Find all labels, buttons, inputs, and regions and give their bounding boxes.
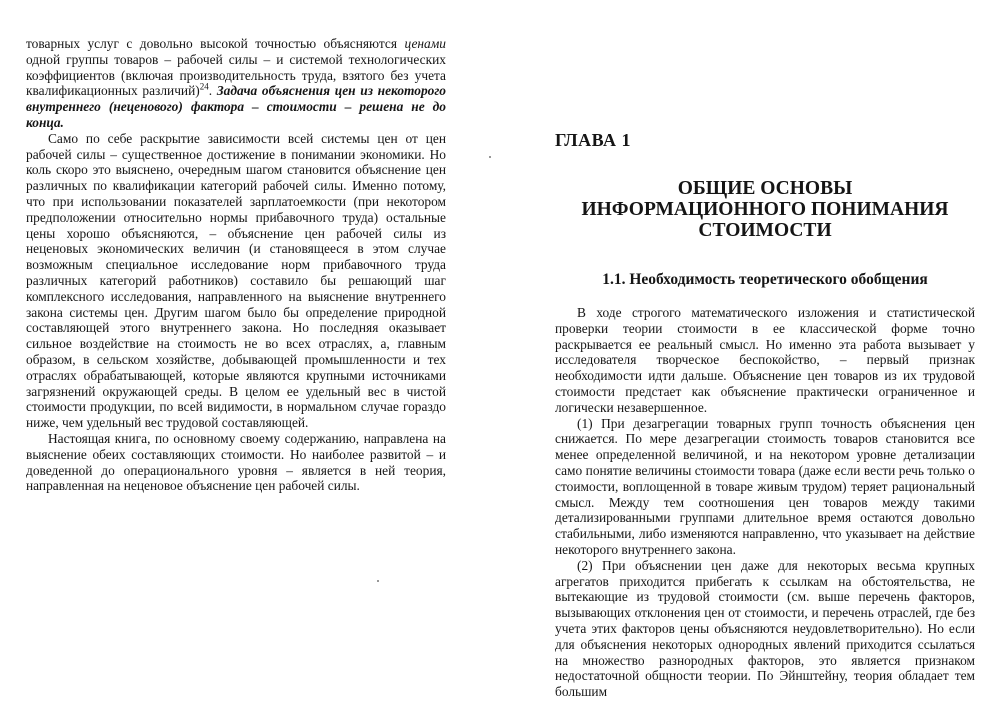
scan-speck bbox=[489, 156, 491, 158]
chapter-label: ГЛАВА 1 bbox=[555, 130, 632, 150]
chapter-title bbox=[555, 178, 975, 241]
right-paragraph-1: В ходе строгого математического изложения и статистической проверки теории стоимости в ее классической форме точно раскрывается ее реальный смысл. Но именно эта работа вызывает у исследователя творческое беспокойство, – первый признак необходимости идти дальше. Объяснение цен товаров из их трудовой стоимости предстает как объяснение практически ограниченное и логически незавершенное. bbox=[555, 305, 975, 415]
left-paragraph-2: Само по себе раскрытие зависимости всей системы цен от цен рабочей силы – существенное достижение в понимании экономики. Но коль скоро это выяснено, очередным шагом становится объяснение цен различных по квалификации категорий рабочей силы. Именно потому, что при использовании показателей зарплатоемкости (при некотором предположении относительно нормы прибавочного труда) остальные цены хорошо объясняются, – объяснение цен рабочей силы из неценовых экономических величин (и становящееся в этом случае возможным специальное исследование норм прибавочного труда различных категорий работников) составило бы решающий шаг комплексного исследования, направленного на выяснение внутреннего закона системы цен. Другим шагом было бы определение природной составляющей этого внутреннего закона. Но последняя оказывает сильное воздействие на стоимость не во всех отраслях, а, главным образом, в сельском хозяйстве, добывающей промышленности и тех отраслях обрабатывающей, которые являются крупными источниками загрязнений окружающей среды. В целом ее удельный вес в чистой стоимости продукции, по всей видимости, в нормальном случае гораздо ниже, чем удельный вес трудовой составляющей. bbox=[26, 130, 446, 431]
section-title: 1.1. Необходимость теоретического обобщения bbox=[602, 271, 928, 288]
right-paragraph-3: (2) При объяснении цен даже для некоторых весьма крупных агрегатов приходится прибегать к ссылкам на обстоятельства, не вытекающие из трудовой стоимости (см. выше перечень факторов, вызывающих отклонения цен от стоимости, и перечень отраслей, где без учета этих факторов цены объясняются неудовлетворительно). Но если для объяснения некоторых однородных явлений приходится ссылаться на множество разнородных факторов, это является признаком недостаточной общности теории. По Эйнштейну, теория обладает тем большим bbox=[555, 557, 975, 700]
footnote-ref: 24 bbox=[199, 81, 209, 92]
left-page bbox=[26, 36, 446, 494]
chapter-title-line: ОБЩИЕ ОСНОВЫ bbox=[677, 178, 853, 199]
right-page bbox=[555, 130, 975, 700]
scan-speck bbox=[377, 580, 379, 582]
left-paragraph-3: Настоящая книга, по основному своему содержанию, направлена на выяснение обеих составляющих стоимости. Но наиболее развитой – и доведенной до операционального уровня – является в ней теория, направленная на неценовое объяснение цен рабочей силы. bbox=[26, 430, 446, 494]
left-paragraph-1: товарных услуг с довольно высокой точностью объясняются ценами одной группы товаров – рабочей силы – и системой технологических коэффициентов (включая производительность труда, взятого без учета квалификационных различий)$^{24}$. Задача объяснения цен из некоторого внутреннего (неценового) фактора – стоимости – решена не до конца. bbox=[26, 36, 446, 130]
right-paragraph-2: (1) При дезагрегации товарных групп точность объяснения цен снижается. По мере дезагрегации стоимость товаров становится все менее определенной величиной, и на некотором уровне детализации само понятие величины стоимости товара (даже если вести речь только о стоимости, воплощенной в товаре живым трудом) теряет рациональный смысл. Между тем соотношения цен товаров между такими детализированными группами длительное время остаются довольно стабильными, либо изменяются направленно, что указывает на действие некоторого внутреннего закона. bbox=[555, 415, 975, 557]
chapter-title-line: СТОИМОСТИ bbox=[698, 220, 832, 241]
chapter-title-line: ИНФОРМАЦИОННОГО ПОНИМАНИЯ bbox=[581, 199, 949, 220]
